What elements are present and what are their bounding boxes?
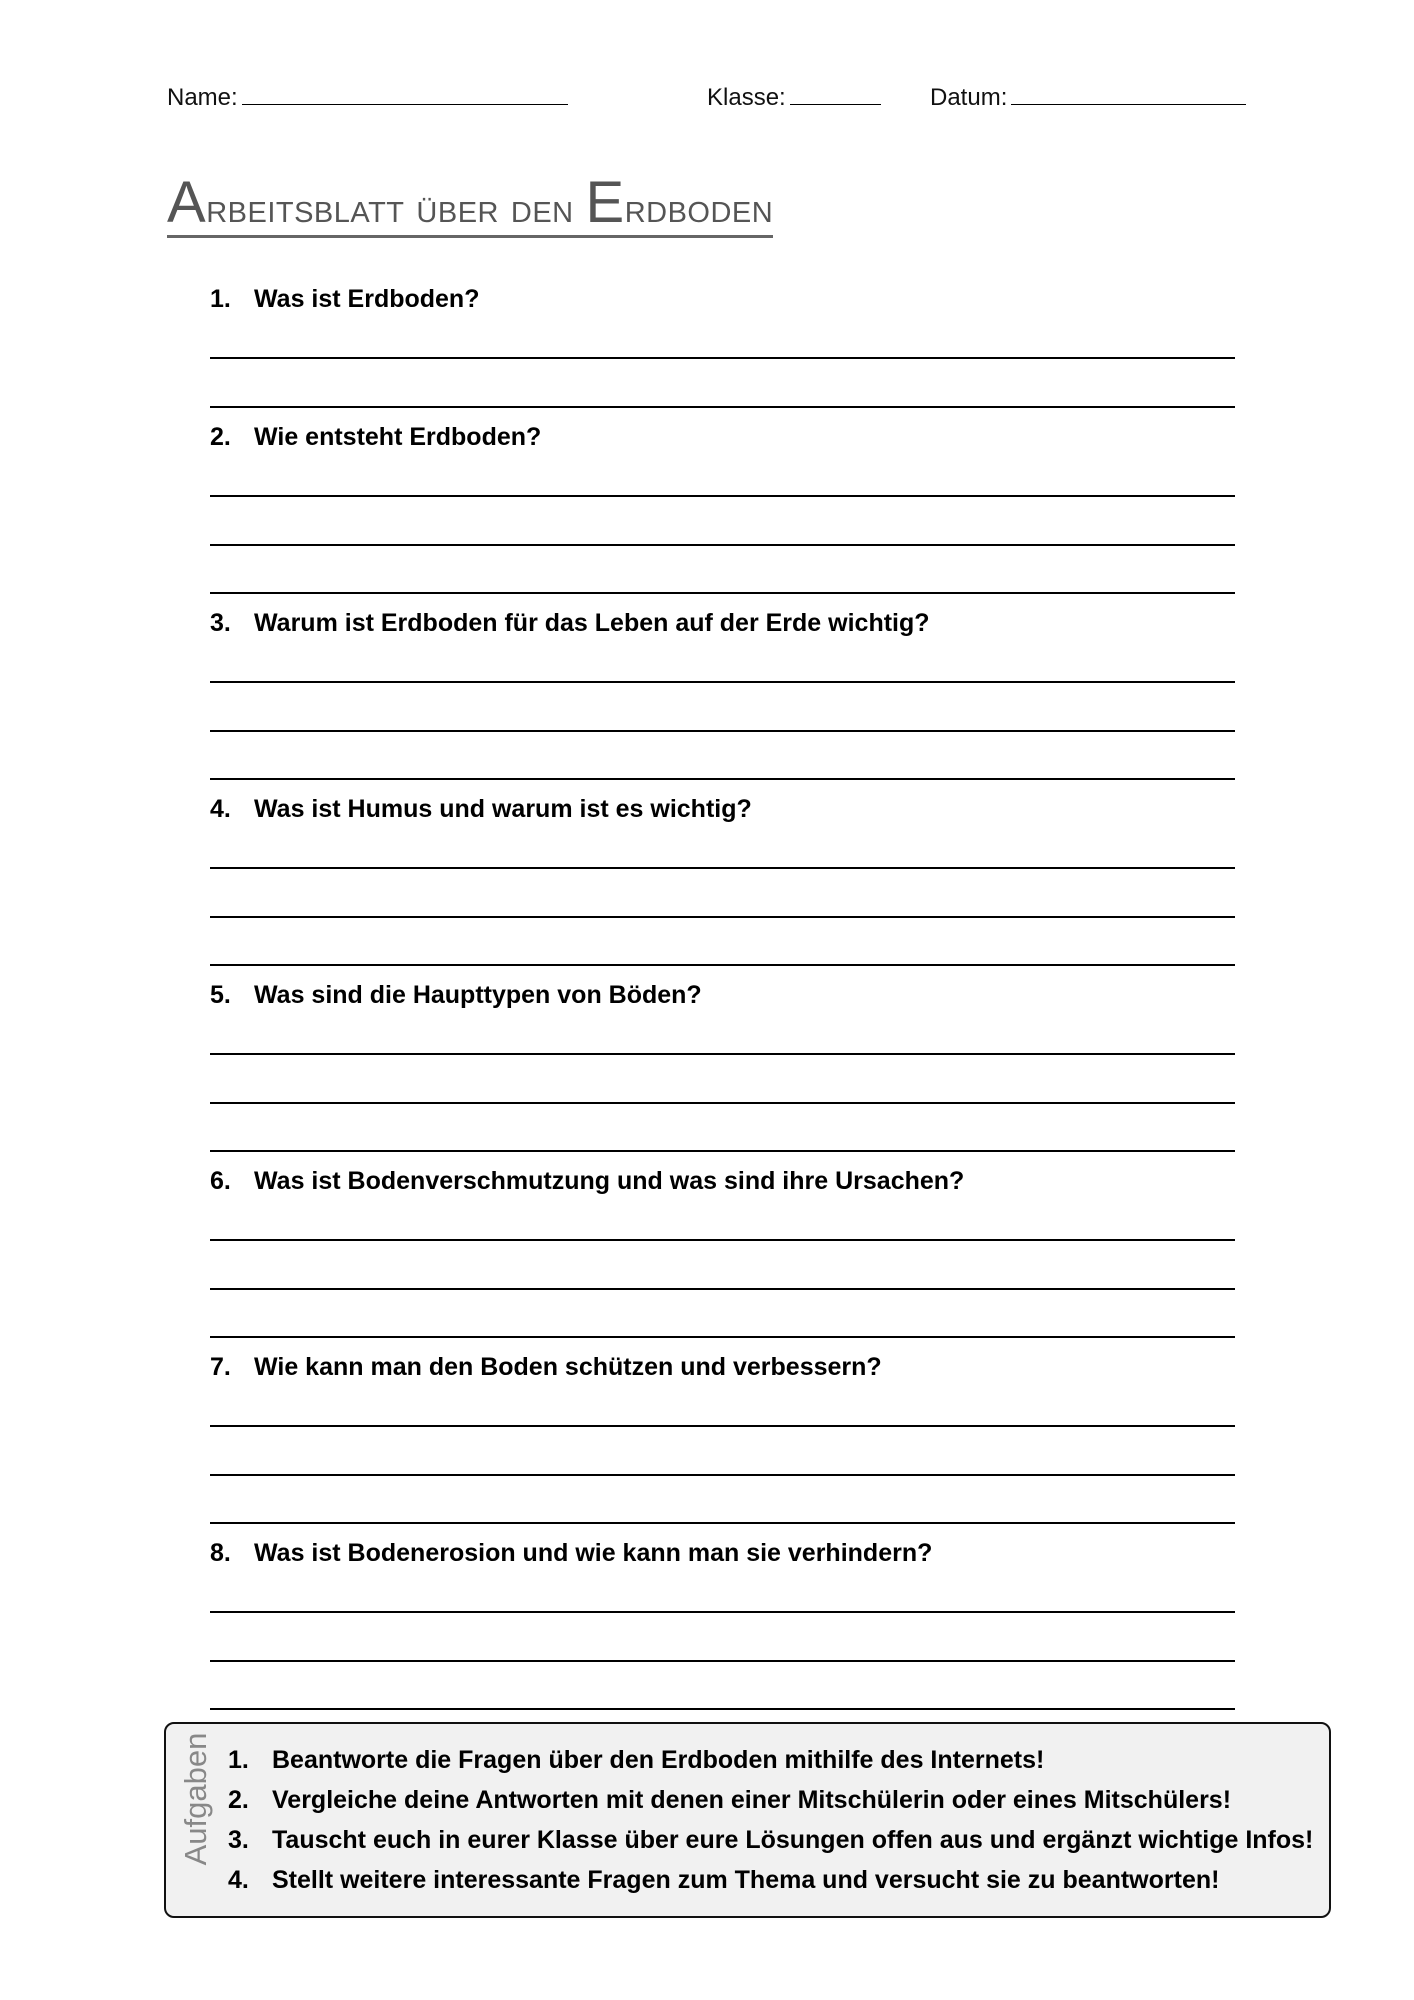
- question-number: 7.: [210, 1353, 231, 1381]
- klasse-label: Klasse:: [707, 84, 786, 111]
- task-number: 1.: [228, 1746, 249, 1774]
- answer-line[interactable]: [210, 357, 1235, 359]
- question-6: [210, 1167, 964, 1196]
- datum-label: Datum:: [930, 84, 1008, 111]
- answer-line[interactable]: [210, 1102, 1235, 1104]
- klasse-field[interactable]: [707, 84, 881, 112]
- answer-line[interactable]: [210, 1150, 1235, 1152]
- question-number: 8.: [210, 1539, 231, 1567]
- answer-line[interactable]: [210, 681, 1235, 683]
- task-text: Stellt weitere interessante Fragen zum Thema und versucht sie zu beantworten!: [272, 1866, 1220, 1894]
- answer-line[interactable]: [210, 495, 1235, 497]
- question-number: 6.: [210, 1167, 231, 1195]
- answer-line[interactable]: [210, 730, 1235, 732]
- question-text: Was sind die Haupttypen von Böden?: [254, 981, 702, 1009]
- question-text: Was ist Bodenverschmutzung und was sind ihre Ursachen?: [254, 1167, 965, 1195]
- question-text: Was ist Erdboden?: [254, 285, 480, 313]
- question-text: Wie entsteht Erdboden?: [254, 423, 542, 451]
- question-text: Was ist Humus und warum ist es wichtig?: [254, 795, 752, 823]
- question-1: [210, 285, 479, 314]
- answer-line[interactable]: [210, 964, 1235, 966]
- task-4: [228, 1866, 1219, 1895]
- answer-line[interactable]: [210, 778, 1235, 780]
- answer-line[interactable]: [210, 916, 1235, 918]
- answer-line[interactable]: [210, 1239, 1235, 1241]
- task-text: Beantworte die Fragen über den Erdboden mithilfe des Internets!: [272, 1746, 1045, 1774]
- task-number: 4.: [228, 1866, 249, 1894]
- question-text: Was ist Bodenerosion und wie kann man sie verhindern?: [254, 1539, 933, 1567]
- question-8: [210, 1539, 932, 1568]
- question-3: [210, 609, 930, 638]
- tasks-box: [164, 1722, 1331, 1918]
- title-initial-a: A: [167, 170, 207, 235]
- answer-line[interactable]: [210, 1288, 1235, 1290]
- question-7: [210, 1353, 882, 1382]
- question-number: 4.: [210, 795, 231, 823]
- question-2: [210, 423, 541, 452]
- answer-line[interactable]: [210, 1053, 1235, 1055]
- answer-line[interactable]: [210, 1660, 1235, 1662]
- answer-line[interactable]: [210, 1336, 1235, 1338]
- name-blank-line[interactable]: [242, 84, 568, 105]
- question-5: [210, 981, 702, 1010]
- title-part-1: rbeitsblatt über den: [206, 185, 586, 231]
- answer-line[interactable]: [210, 544, 1235, 546]
- task-text: Vergleiche deine Antworten mit denen einer Mitschülerin oder eines Mitschülers!: [272, 1786, 1232, 1814]
- question-number: 3.: [210, 609, 231, 637]
- answer-line[interactable]: [210, 592, 1235, 594]
- answer-line[interactable]: [210, 1474, 1235, 1476]
- question-text: Warum ist Erdboden für das Leben auf der Erde wichtig?: [254, 609, 930, 637]
- question-number: 2.: [210, 423, 231, 451]
- question-4: [210, 795, 752, 824]
- title-initial-e: E: [585, 170, 625, 235]
- answer-line[interactable]: [210, 1611, 1235, 1613]
- name-field[interactable]: [167, 84, 568, 112]
- answer-line[interactable]: [210, 1708, 1235, 1710]
- task-3: [228, 1826, 1313, 1855]
- answer-line[interactable]: [210, 1522, 1235, 1524]
- datum-field[interactable]: [930, 84, 1246, 112]
- task-2: [228, 1786, 1231, 1815]
- klasse-blank-line[interactable]: [790, 84, 881, 105]
- question-number: 1.: [210, 285, 231, 313]
- page-title: [167, 170, 774, 238]
- question-number: 5.: [210, 981, 231, 1009]
- question-text: Wie kann man den Boden schützen und verbessern?: [254, 1353, 882, 1381]
- title-part-2: rdboden: [624, 185, 774, 231]
- task-1: [228, 1746, 1044, 1775]
- tasks-label: Aufgaben: [178, 1732, 213, 1866]
- task-text: Tauscht euch in eurer Klasse über eure Lösungen offen aus und ergänzt wichtige Infos!: [272, 1826, 1314, 1854]
- task-number: 2.: [228, 1786, 249, 1814]
- datum-blank-line[interactable]: [1011, 84, 1246, 105]
- task-number: 3.: [228, 1826, 249, 1854]
- answer-line[interactable]: [210, 867, 1235, 869]
- answer-line[interactable]: [210, 406, 1235, 408]
- name-label: Name:: [167, 84, 238, 111]
- answer-line[interactable]: [210, 1425, 1235, 1427]
